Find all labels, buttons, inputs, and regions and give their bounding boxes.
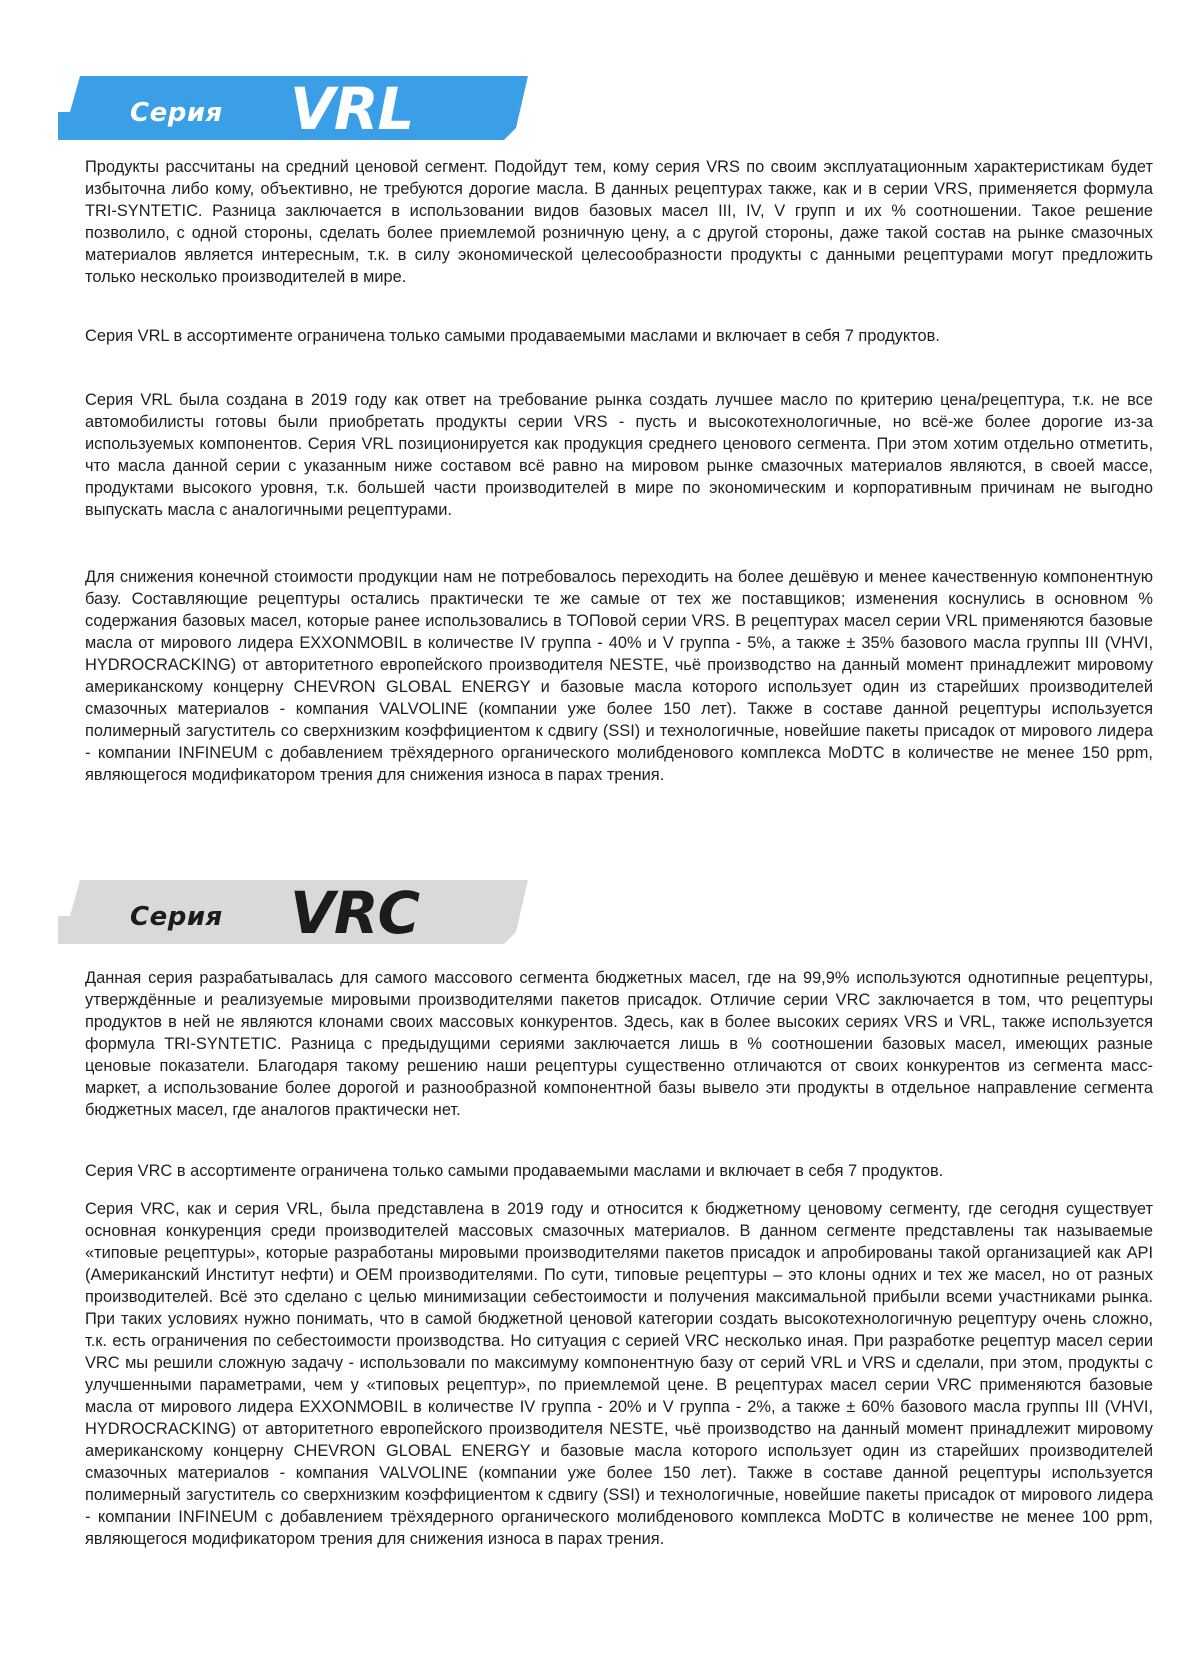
vrc-paragraph-3: Серия VRC, как и серия VRL, была представлена в 2019 году и относится к бюджетному ценовому сегменту, где сегодня существует основная конкуренция среди производителей массовых смазочных материалов. В данном сегменте представлены так называемые «типовые рецептуры», которые разработаны мировыми производителями пакетов присадок и апробированы такой организацией как API (Американский Институт нефти) и OEM производителями. По сути, типовые рецептуры – это клоны одних и тех же масел, но от разных производителей. Всё это сделано с целью минимизации себестоимости и получения максимальной прибыли всеми участниками рынка. При таких условиях нужно понимать, что в самой бюджетной ценовой категории создать высокотехнологичную рецептуру очень сложно, т.к. есть ограничения по себестоимости производства. Но ситуация с серией VRC несколько иная. При разработке рецептур масел серии VRC мы решили сложную задачу - использовали по максимуму компонентную базу от серий VRL и VRS и сделали, при этом, продукты с улучшенными параметрами, чем у «типовых рецептур», по приемлемой цене. В рецептурах масел серии VRC применяются базовые масла от мирового лидера EXXONMOBIL в количестве IV группа - 20% и V группа - 2%, а также ± 60% базового масла группы III (VHVI, HYDROCRACKING) от авторитетного европейского производителя NESTE, чьё производство на данный момент принадлежит мировому американскому концерну CHEVRON GLOBAL ENERGY и базовые масла которого использует один из старейших производителей смазочных материалов - компания VALVOLINE (компании уже более 150 лет). Также в составе данной рецептуры используется полимерный загуститель со сверхнизким коэффициентом к сдвигу (SSI) и технологичные, новейшие пакеты присадок от мирового лидера - компании INFINEUM с добавлением трёхядерного органического молибденового комплекса MoDTC в количестве не менее 100 ppm, являющегося модификатором трения для снижения износа в парах трения. [85, 1200, 1153, 1548]
vrl-banner-word: Серия [130, 98, 223, 128]
vrl-paragraph-2: Серия VRL в ассортименте ограничена только самыми продаваемыми маслами и включает в себя 7 продуктов. [85, 327, 940, 345]
vrl-banner-code: VRL [290, 75, 414, 143]
vrc-banner-word: Серия [130, 902, 223, 932]
vrl-paragraph-4: Для снижения конечной стоимости продукции нам не потребовалось переходить на более дешёвую и менее качественную компонентную базу. Составляющие рецептуры остались практически те же самые от тех же поставщиков; изменения коснулись в основном % содержания базовых масел, которые ранее использовались в ТОПовой серии VRS. В рецептурах масел серии VRL применяются базовые масла от мирового лидера EXXONMOBIL в количестве IV группа - 40% и V группа - 5%, а также ± 35% базового масла группы III (VHVI, HYDROCRACKING) от авторитетного европейского производителя NESTE, чьё производство на данный момент принадлежит мировому американскому концерну CHEVRON GLOBAL ENERGY и базовые масла которого использует один из старейших производителей смазочных материалов - компания VALVOLINE (компании уже более 150 лет). Также в составе данной рецептуры используется полимерный загуститель со сверхнизким коэффициентом к сдвигу (SSI) и технологичные, новейшие пакеты присадок от мирового лидера - компании INFINEUM с добавлением трёхядерного органического молибденового комплекса MoDTC в количестве не менее 150 ppm, являющегося модификатором трения для снижения износа в парах трения. [85, 568, 1153, 784]
vrl-paragraph-3: Серия VRL была создана в 2019 году как ответ на требование рынка создать лучшее масло по критерию цена/рецептура, т.к. не все автомобилисты готовы были приобретать продукты серии VRS - пусть и высокотехнологичные, но всё-же более дорогие из-за используемых компонентов. Серия VRL позиционируется как продукция среднего ценового сегмента. При этом хотим отдельно отметить, что масла данной серии с указанным ниже составом всё равно на мировом рынке смазочных материалов являются, в своей массе, продуктами высокого уровня, т.к. большей части производителей в мире по экономическим и корпоративным причинам не выгодно выпускать масла с аналогичными рецептурами. [85, 391, 1153, 519]
vrc-paragraph-2: Серия VRC в ассортименте ограничена только самыми продаваемыми маслами и включает в себя 7 продуктов. [85, 1162, 944, 1180]
vrc-series-banner [58, 879, 528, 947]
vrc-banner-code: VRC [290, 879, 420, 947]
vrc-paragraph-1: Данная серия разрабатывалась для самого массового сегмента бюджетных масел, где на 99,9% используются однотипные рецептуры, утверждённые и реализуемые мировыми производителями пакетов присадок. Отличие серии VRC заключается в том, что рецептуры продуктов в ней не являются клонами своих массовых конкурентов. Здесь, как в более высоких сериях VRS и VRL, также используется формула TRI-SYNTETIC. Разница с предыдущими сериями заключается лишь в % соотношении базовых масел, имеющих разные ценовые показатели. Благодаря такому решению наши рецептуры существенно отличаются от своих конкурентов из сегмента масс-маркет, а использование более дорогой и разнообразной компонентной базы вывело эти продукты в отдельное направление сегмента бюджетных масел, где аналогов практически нет. [85, 969, 1153, 1119]
vrl-paragraph-1: Продукты рассчитаны на средний ценовой сегмент. Подойдут тем, кому серия VRS по своим эксплуатационным характеристикам будет избыточна либо кому, объективно, не требуются дорогие масла. В данных рецептурах также, как и в серии VRS, применяется формула TRI-SYNTETIC. Разница заключается в использовании видов базовых масел III, IV, V групп и их % соотношении. Такое решение позволило, с одной стороны, сделать более приемлемой розничную цену, а с другой стороны, даже такой состав на рынке смазочных материалов является интересным, т.к. в силу экономической целесообразности продукты с данными рецептурами могут предложить только несколько производителей в мире. [85, 158, 1153, 286]
vrl-series-banner [58, 75, 528, 143]
